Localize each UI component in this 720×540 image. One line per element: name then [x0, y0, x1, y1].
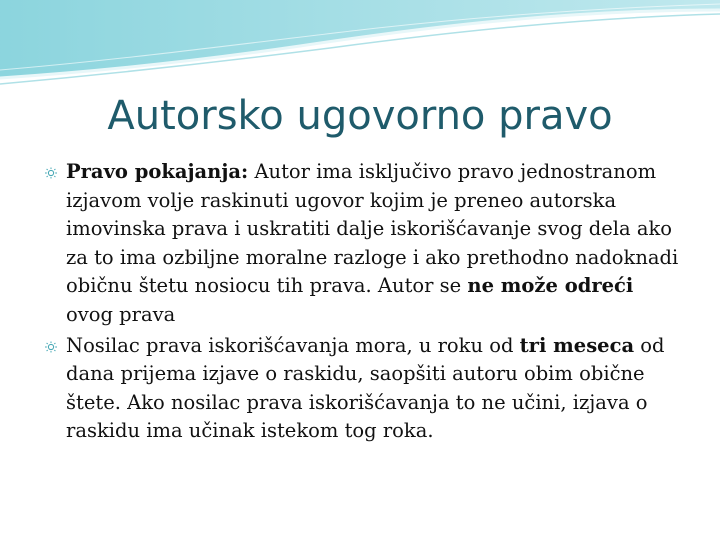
paragraph-label: Pravo pokajanja	[66, 160, 242, 183]
paragraph-text: Nosilac prava iskorišćavanja mora, u roku od	[66, 333, 520, 357]
paragraph-text: Autor ima isključivo pravo jednostranom izjavom volje raskinuti ugovor kojim je preneo autorska imovinska prava i uskratiti dalje iskorišćavanje svog dela ako za to ima ozbiljne moralne razloge i ako prethodno nadoknadi običnu štetu nosiocu tih prava. Autor se	[66, 160, 679, 298]
paragraph-emphasis: ne može odreći	[467, 274, 634, 298]
paragraph-label-suffix: :	[241, 160, 249, 183]
header-wave-decoration	[0, 0, 720, 90]
slide-body	[44, 158, 684, 448]
slide-title: Autorsko ugovorno pravo	[107, 93, 613, 139]
sun-outline-icon	[44, 341, 58, 353]
sun-outline-icon	[44, 167, 58, 179]
bullet-paragraph-2	[44, 332, 684, 446]
paragraph-emphasis: tri meseca	[519, 333, 635, 357]
paragraph-text-end: ovog prava	[66, 302, 176, 326]
paragraph-text-end: od dana prijema izjave o raskidu, saopšiti autoru obim obične štete. Ako nosilac prava iskorišćavanja to ne učini, izjava o raskidu ima učinak istekom tog roka.	[66, 333, 665, 443]
bullet-paragraph-1	[44, 158, 684, 330]
